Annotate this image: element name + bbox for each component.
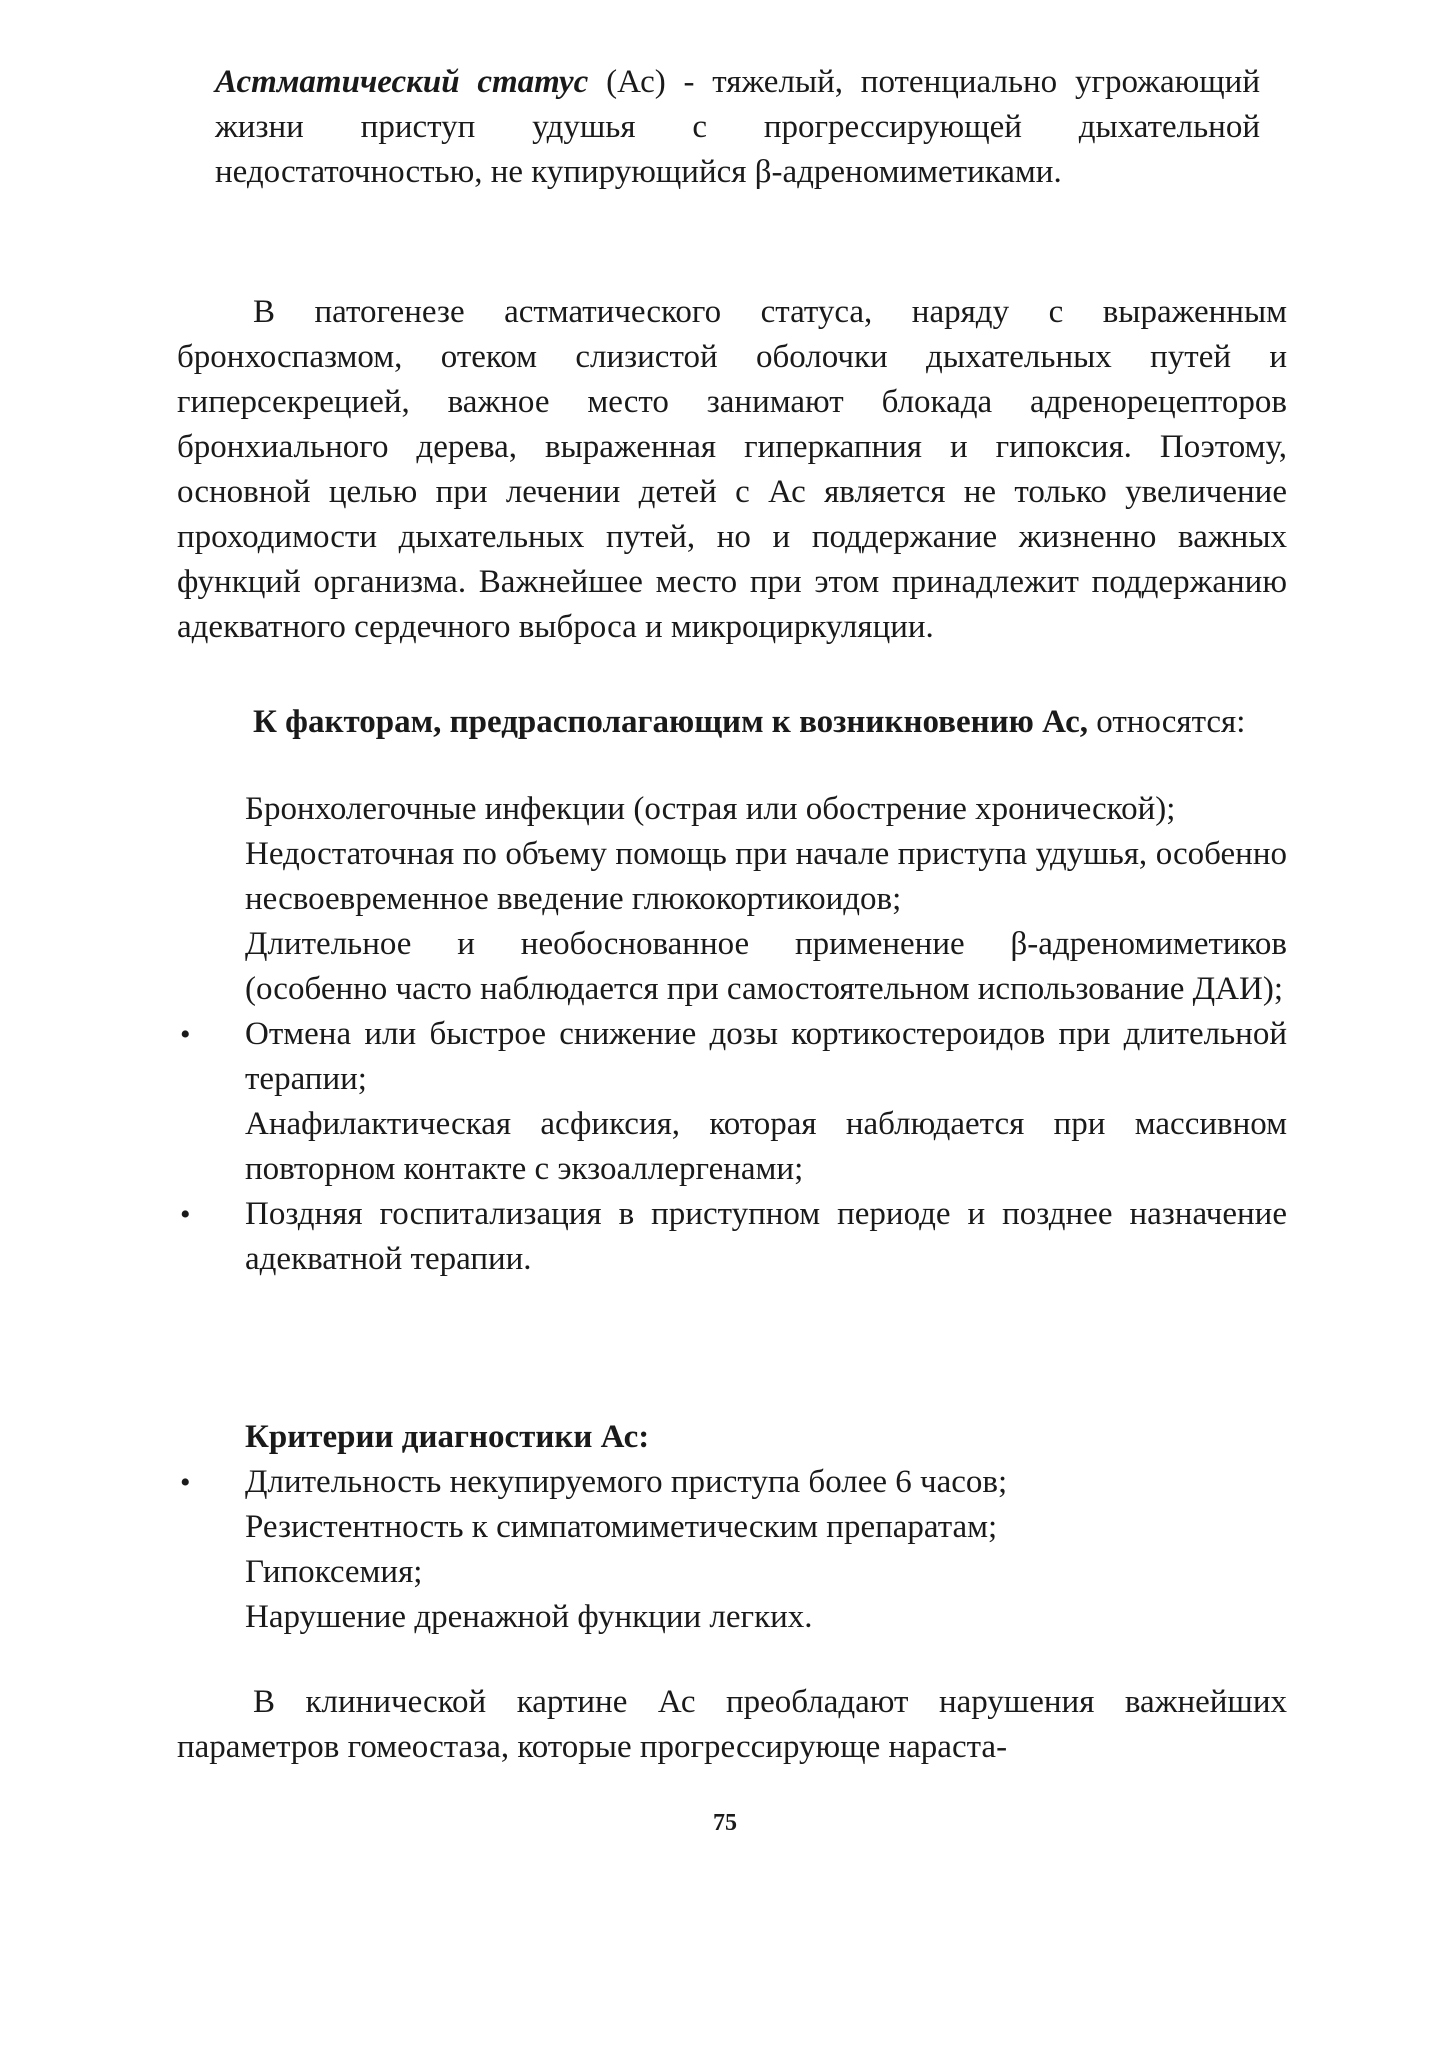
list-item [245, 1102, 1287, 1192]
definition-paragraph [215, 60, 1260, 195]
criteria-list [180, 1460, 1287, 1640]
list-item-text: Длительность некупируемого приступа более 6 часов; [245, 1464, 1008, 1500]
list-item [245, 787, 1287, 832]
list-item-text: Недостаточная по объему помощь при начале приступа удушья, особенно несвоевременное введение глюкокортикоидов; [245, 836, 1287, 917]
list-item-text: Отмена или быстрое снижение дозы кортикостероидов при длительной терапии; [245, 1016, 1287, 1097]
factors-tail: относятся: [1088, 704, 1246, 740]
page-number: 75 [713, 1810, 737, 1836]
list-item-text: Нарушение дренажной функции легких. [245, 1599, 813, 1635]
list-item [245, 1595, 1287, 1640]
list-item [180, 1192, 1287, 1282]
bullet-icon: • [180, 1466, 191, 1499]
list-item [180, 1460, 1287, 1505]
definition-term: Астматический статус [215, 64, 589, 100]
factors-intro [177, 700, 1287, 745]
factors-lead: К факторам, предрасполагающим к возникновению Ас, [253, 704, 1089, 740]
list-item [180, 1012, 1287, 1102]
list-item-text: Бронхолегочные инфекции (острая или обострение хронической); [245, 791, 1176, 827]
bullet-icon: • [180, 1018, 191, 1051]
list-item-text: Длительное и необоснованное применение β-адреномиметиков (особенно часто наблюдается при самостоятельном использование ДАИ); [245, 926, 1287, 1007]
definition-text: (Ас) - тяжелый, потенциально угрожающий жизни приступ удушья с прогрессирующей дыхательной недостаточностью, не купирующийся β-адреномиметиками. [215, 64, 1260, 190]
list-item [245, 832, 1287, 922]
factors-list [180, 787, 1287, 1282]
list-item [245, 922, 1287, 1012]
bullet-icon: • [180, 1198, 191, 1231]
list-item [245, 1505, 1287, 1550]
pathogenesis-paragraph: В патогенезе астматического статуса, наряду с выраженным бронхоспазмом, отеком слизистой оболочки дыхательных путей и гиперсекрецией, важное место занимают блокада адренорецепторов бронхиального дерева, выраженная гиперкапния и гипоксия. Поэтому, основной целью при лечении детей с Ас является не только увеличение проходимости дыхательных путей, но и поддержание жизненно важных функций организма. Важнейшее место при этом принадлежит поддержанию адекватного сердечного выброса и микроциркуляции. [177, 294, 1287, 645]
list-item-text: Анафилактическая асфиксия, которая наблюдается при массивном повторном контакте с экзоаллергенами; [245, 1106, 1287, 1187]
list-item-text: Резистентность к симпатомиметическим препаратам; [245, 1509, 998, 1545]
list-item-text: Гипоксемия; [245, 1554, 423, 1590]
list-item-text: Поздняя госпитализация в приступном периоде и позднее назначение адекватной терапии. [245, 1196, 1287, 1277]
criteria-heading: Критерии диагностики Ас: [245, 1419, 650, 1455]
clinical-paragraph: В клинической картине Ас преобладают нарушения важнейших параметров гомеостаза, которые прогрессирующе нараста- [177, 1684, 1287, 1765]
list-item [245, 1550, 1287, 1595]
